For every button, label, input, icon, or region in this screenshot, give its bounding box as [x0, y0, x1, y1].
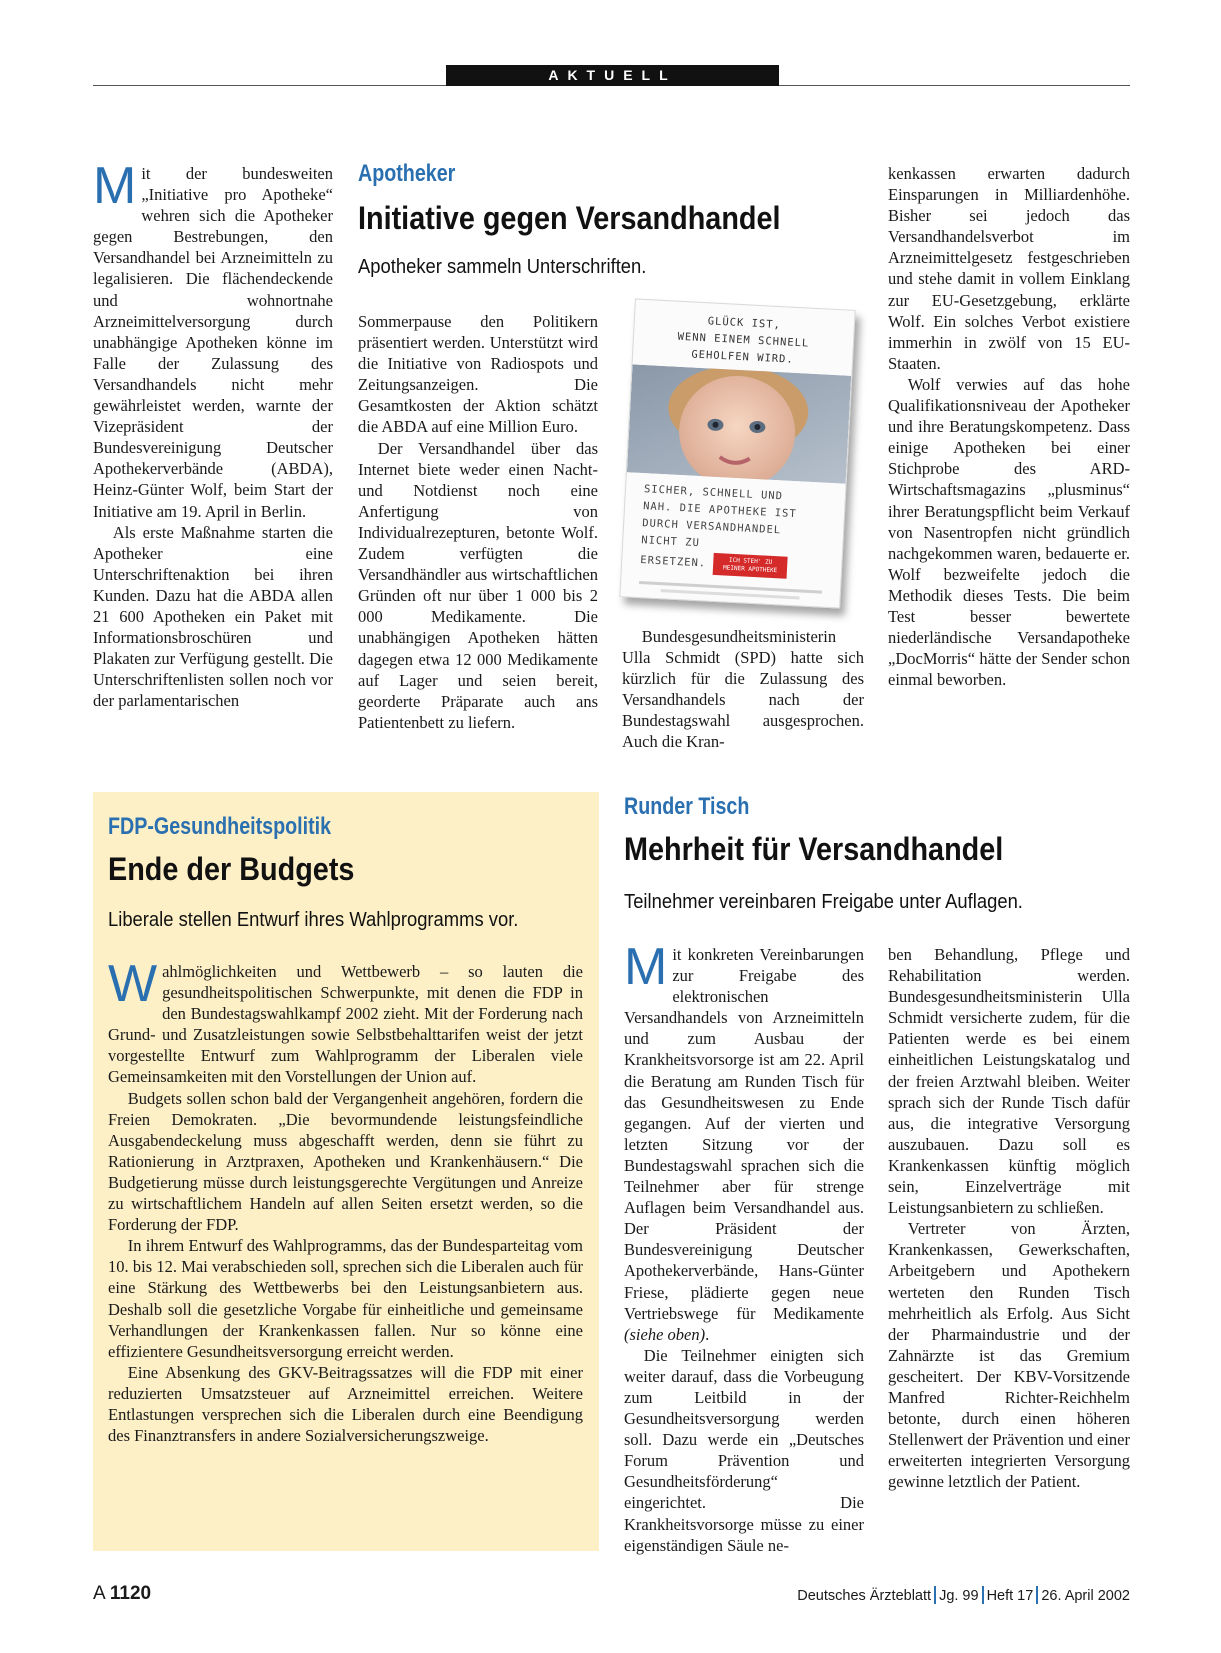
- article3-column-1: Mit konkreten Vereinbarungen zur Freigabe des elektronischen Versandhandels von Arzneimitteln und zum Ausbau der Krankheitsvorsorge ist am 22. April die Beratung am Runden Tisch für das Gesundheitswesen zu Ende gegangen. Auf der vierten und letzten Sitzung vor der Bundestagswahl sprachen sich die Teilnehmer aber für strenge Auflagen beim Versandhandel aus. Der Präsident der Bundesvereinigung Deutscher Apothekerverbände, Hans-Günter Friese, plädierte gegen neue Vertriebswege für Medikamente (siehe oben). Die Teilnehmer einigten sich weiter darauf, dass die Vorbeugung zum Leitbild in der Gesundheitsversorgung werden soll. Dazu werde ein „Deutsches Forum Prävention und Gesundheitsförderung“ eingerichtet. Die Krankheitsvorsorge müsse zu einer eigenständigen Säule ne-: [624, 938, 864, 1555]
- paragraph: Eine Absenkung des GKV-Beitragssatzes will die FDP mit einer reduzierten Umsatzsteuer auf Arzneimittel erreichen. Weitere Entlastungen versprechen sich die Liberalen durch eine Beendigung des Finanztransfers in andere Sozialversicherungszweige.: [108, 1362, 583, 1446]
- paragraph: it der bundesweiten „Initiative pro Apotheke“ wehren sich die Apotheker gegen Bestrebungen, den Versandhandel bei Arzneimitteln zu legalisieren. Die flächendeckende und wohnortnahe Arzneimittelversorgung durch unabhängige Apotheken könne im Falle der Zulassung des Versandhandels nicht mehr gewährleistet werden, warnte der Vizepräsident der Bundesvereinigung Deutscher Apothekerverbände (ABDA), Heinz-Günter Wolf, beim Start der Initiative am 19. April in Berlin.: [93, 164, 333, 521]
- article2-kicker: FDP-Gesundheitspolitik: [108, 813, 332, 840]
- article1-column-1: [93, 157, 333, 711]
- dropcap: M: [93, 157, 137, 215]
- article3-headline: Mehrheit für Versandhandel: [624, 831, 1004, 867]
- child-portrait-image: [627, 364, 851, 483]
- article1-kicker: Apotheker: [358, 160, 456, 187]
- article1-headline: Initiative gegen Versandhandel: [358, 200, 781, 236]
- journal-name: Deutsches Ärzteblatt: [797, 1588, 932, 1604]
- article1-subhead: Apotheker sammeln Unterschriften.: [358, 256, 647, 278]
- journal-issue: Heft 17: [986, 1588, 1034, 1604]
- dropcap: M: [624, 938, 668, 996]
- article1-column-4: [888, 163, 1130, 690]
- paragraph: Vertreter von Ärzten, Krankenkassen, Gewerkschaften, Arbeitgebern und Apothekern werteten den Runden Tisch mehrheitlich als Erfolg. Aus Sicht der Pharmaindustrie und der Zahnärzte ist das Gremium gescheitert. Der KBV-Vorsitzende Manfred Richter-Reichhelm betonte, durch einen höheren Stellenwert der Prävention und einer erweiterten integrierten Versorgung gewinne letztlich der Patient.: [888, 1219, 1130, 1492]
- paragraph: Bundesgesundheitsministerin Ulla Schmidt (SPD) hatte sich kürzlich für die Zulassung des Versandhandels nach der Bundestagswahl ausgesprochen. Auch die Kran-: [622, 627, 864, 752]
- paragraph: kenkassen erwarten dadurch Einsparungen in Milliardenhöhe. Bisher sei jedoch das Versandhandelsverbot im Arzneimittelgesetz festgeschrieben und stehe damit in vollem Einklang zur EU-Gesetzgebung, erklärte Wolf. Ein solches Verbot existiere immerhin in zwölf von 15 EU-Staaten.: [888, 164, 1130, 373]
- paragraph: ben Behandlung, Pflege und Rehabilitation werden. Bundesgesundheitsministerin Ulla Schmidt versicherte zudem, für die Patienten werde es bei einem einheitlichen Leistungskatalog und der freien Arztwahl bleiben. Weiter sprach sich der Runde Tisch dafür aus, die integrative Versorgung auszubauen. Dazu soll es Krankenkassen künftig möglich sein, Einzelverträge mit Leistungsanbietern zu schließen.: [888, 945, 1130, 1218]
- section-label: AKTUELL: [446, 65, 779, 86]
- article3-column-2: [888, 944, 1130, 1492]
- paragraph: Als erste Maßnahme starten die Apotheker eine Unterschriftenaktion bei ihren Kunden. Dazu hat die ABDA allen 21 600 Apotheken ein Paket mit Informationsbroschüren und Plakaten zur Verfügung gestellt. Die Unterschriftenlisten sollen noch vor der parlamentarischen: [93, 522, 333, 711]
- journal-volume: Jg. 99: [939, 1588, 979, 1604]
- article1-column-3: [622, 626, 864, 753]
- dropcap: W: [108, 955, 158, 1013]
- paragraph: it konkreten Vereinbarungen zur Freigabe des elektronischen Versandhandels von Arzneimitteln und zum Ausbau der Krankheitsvorsorge ist am 22. April die Beratung am Runden Tisch für das Gesundheitswesen zu Ende gegangen. Auf der vierten und letzten Sitzung vor der Bundestagswahl sprachen sich die Teilnehmer aber für strenge Auflagen beim Versandhandel aus. Der Präsident der Bundesvereinigung Deutscher Apothekerverbände, Hans-Günter Friese, plädierte gegen neue Vertriebswege für Medikamente: [624, 945, 864, 1323]
- journal-date: 26. April 2002: [1041, 1588, 1130, 1604]
- article3-subhead: Teilnehmer vereinbaren Freigabe unter Auflagen.: [624, 891, 1023, 913]
- paragraph: Wolf verwies auf das hohe Qualifikationsniveau der Apotheker und ihre Beratungskompetenz. Dass einige Apotheken bei einer Stichprobe des ARD-Wirtschaftsmagazins „plusminus“ ihrer Beratungspflicht beim Verkauf von Nasentropfen nicht gründlich nachgekommen waren, bedauerte er. Wolf bezweifelte jedoch die Methodik dieses Tests. Die beim Test besser bewertete niederländische Versandapotheke „DocMorris“ hätte der Sender schon einmal beworben.: [888, 374, 1130, 690]
- article1-column-2: [358, 311, 598, 733]
- poster-badge: ICH STEH' ZU MEINER APOTHEKE: [713, 553, 788, 579]
- paragraph: Der Versandhandel über das Internet biete weder einen Nacht- und Notdienst noch eine Anfertigung von Individualrezepturen, betonte Wolf. Zudem verfügten die Versandhändler aus wirtschaftlichen Gründen oft nur über 1 000 bis 2 000 Medikamente. Die unabhängigen Apotheken hätten dagegen etwa 12 000 Medikamente auf Lager und seien bereit, georderte Präparate auch ans Patientenbett zu liefern.: [358, 438, 598, 732]
- journal-footer: [797, 1586, 1130, 1604]
- article2-subhead: Liberale stellen Entwurf ihres Wahlprogramms vor.: [108, 909, 519, 931]
- campaign-poster-photo: GLÜCK IST, WENN EINEM SCHNELL GEHOLFEN WIRD. SICHER, SCHNELL UND NAH. DIE APOTHEKE IST DURCH VERSANDHANDEL NICHT ZU ERSETZEN. ICH STEH' ZU MEINER APOTHEKE: [619, 298, 855, 608]
- article2-body: [108, 955, 583, 1446]
- paragraph: ahlmöglichkeiten und Wettbewerb – so lauten die gesundheitspolitischen Schwerpunkte, mit denen die FDP in den Bundestagswahlkampf 2002 zieht. Mit der Forderung nach Grund- und Zusatzleistungen sowie Selbstbehalttarifen weist der jetzt vorgestellte Entwurf zum Wahlprogramm der Liberalen viele Gemeinsamkeiten mit den Vorstellungen der Union auf.: [108, 962, 583, 1087]
- page-number: A 1120: [93, 1583, 152, 1604]
- paragraph: Sommerpause den Politikern präsentiert werden. Unterstützt wird die Initiative von Radiospots und Zeitungsanzeigen. Die Gesamtkosten der Aktion schätzt die ABDA auf eine Million Euro.: [358, 312, 598, 437]
- article3-kicker: Runder Tisch: [624, 793, 750, 820]
- article2-headline: Ende der Budgets: [108, 851, 355, 887]
- cross-reference: (siehe oben): [624, 1324, 706, 1344]
- paragraph: Budgets sollen schon bald der Vergangenheit angehören, fordern die Freien Demokraten. „Die bevormundende leistungsfeindliche Ausgabendeckelung muss abgeschafft werden, denn sie führt zu Rationierung in Arztpraxen, Apotheken und Krankenhäusern.“ Die Budgetierung müsse durch leistungsgerechte Vergütungen und Anreize zu wirtschaftlichem Handeln auf allen Seiten ersetzt werden, so die Forderung der FDP.: [108, 1088, 583, 1235]
- paragraph: In ihrem Entwurf des Wahlprogramms, das der Bundesparteitag vom 10. bis 12. Mai verabschieden soll, sprechen sich die Liberalen auch für eine Stärkung des Wettbewerbs bei den Leistungsanbietern aus. Deshalb soll die gesetzliche Vorgabe für einheitliche und gemeinsame Verhandlungen der Krankenkassen fallen. Nur so könne eine effizientere Gesundheitsversorgung erreicht werden.: [108, 1236, 583, 1361]
- paragraph: Die Teilnehmer einigten sich weiter darauf, dass die Vorbeugung zum Leitbild in der Gesundheitsversorgung werden soll. Dazu werde ein „Deutsches Forum Prävention und Gesundheitsförderung“ eingerichtet. Die Krankheitsvorsorge müsse zu einer eigenständigen Säule ne-: [624, 1345, 864, 1555]
